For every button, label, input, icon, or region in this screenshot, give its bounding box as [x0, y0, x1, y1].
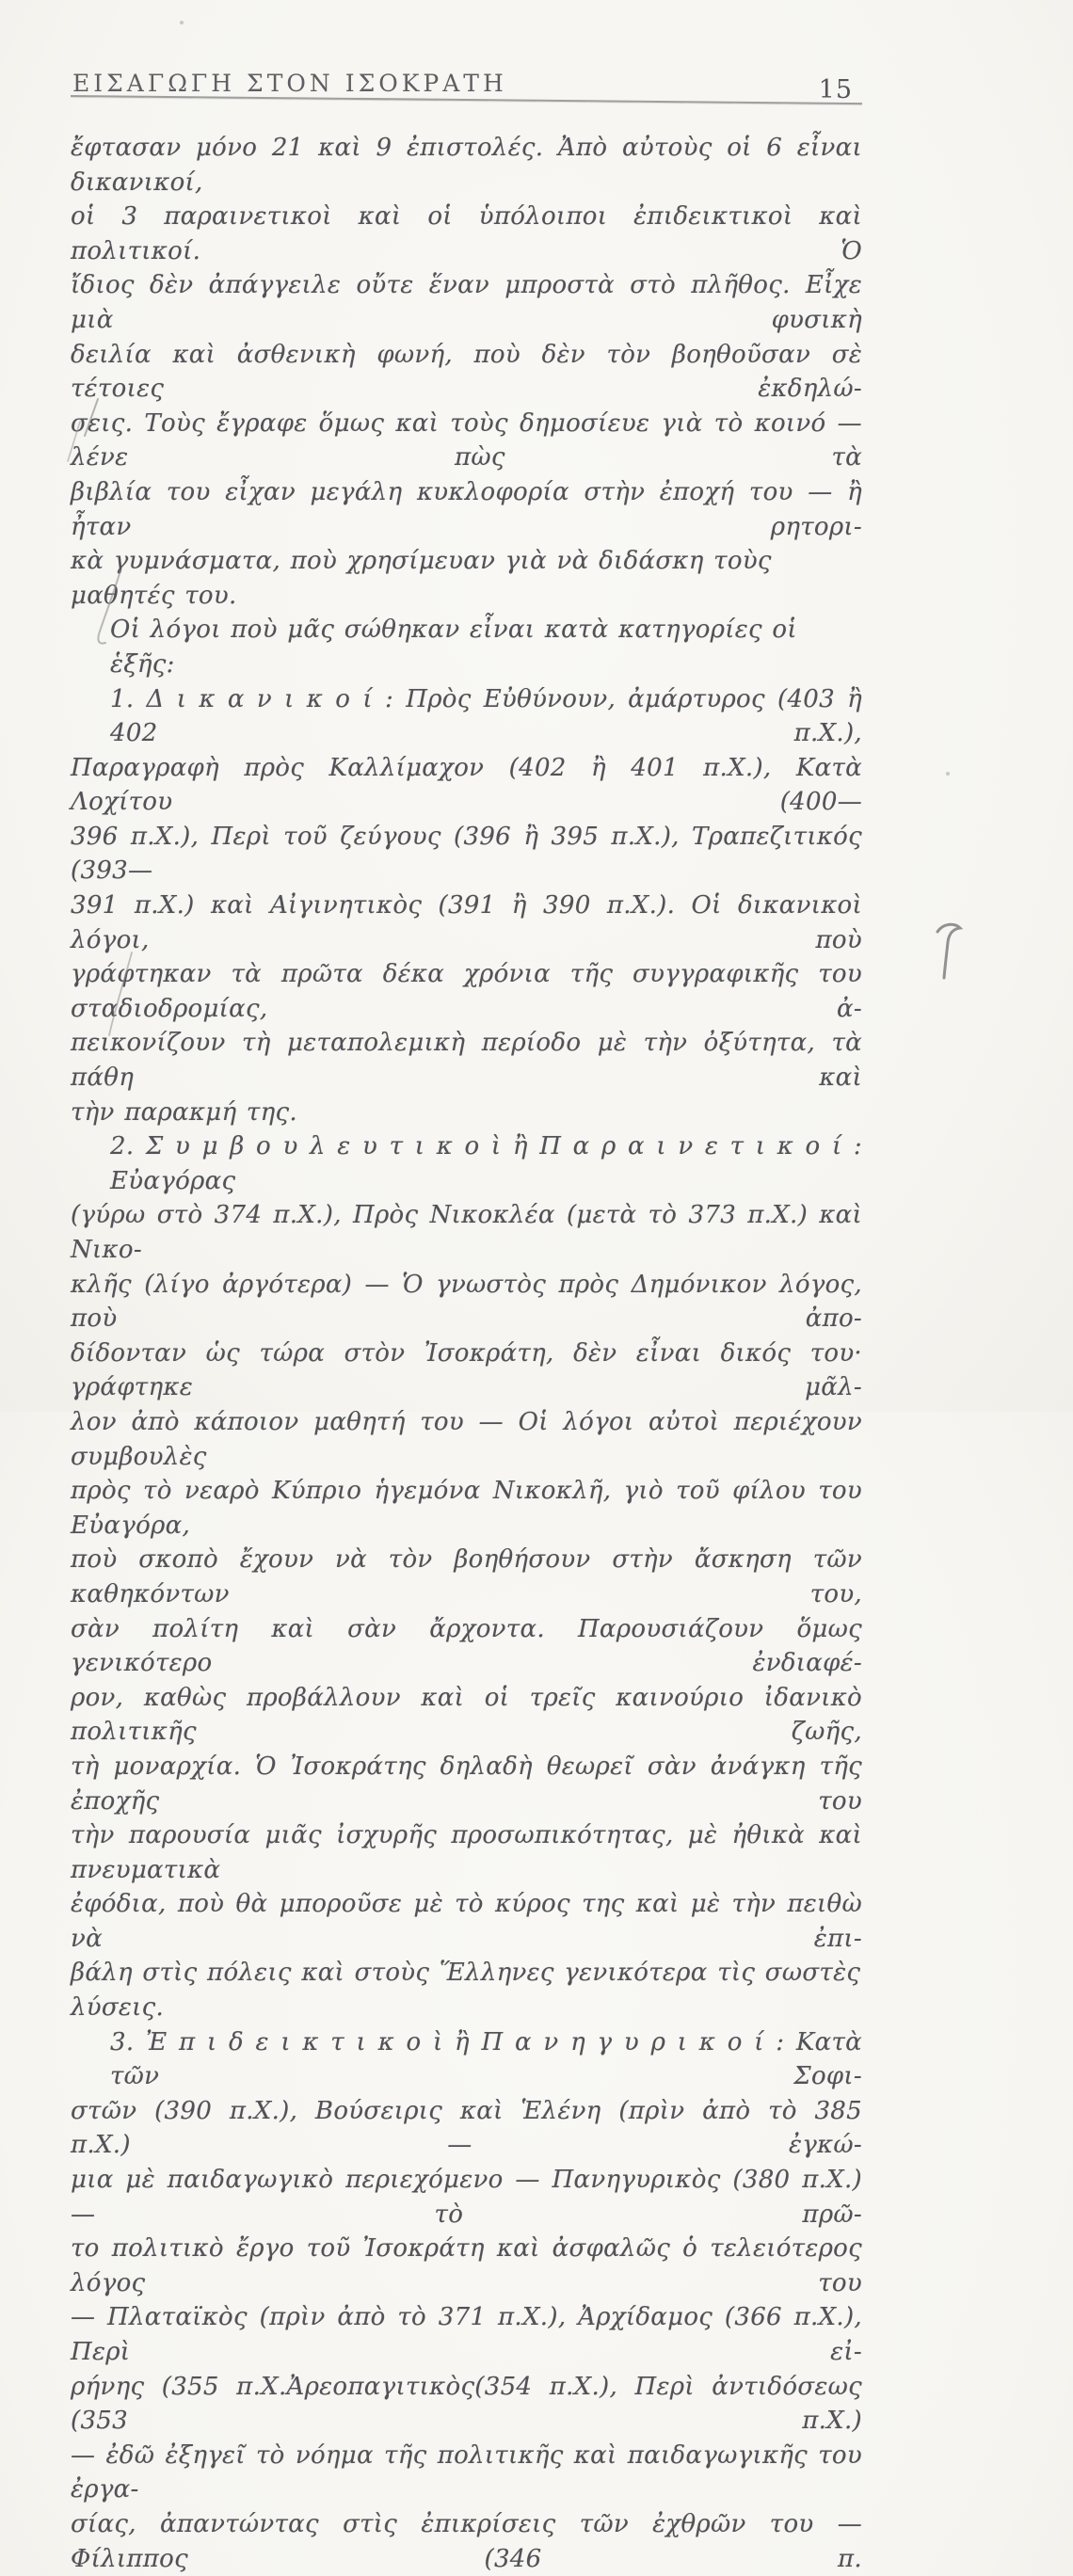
text-line: ἴδιος δὲν ἀπάγγειλε οὔτε ἕναν μπροστὰ στὸ πλῆθος. Εἶχε μιὰ φυσικὴ: [71, 271, 862, 334]
speck-mark: [180, 21, 184, 24]
text-line: κλῆς (λίγο ἀργότερα) — Ὁ γνωστὸς πρὸς Δημόνικον λόγος, ποὺ ἀπο-: [71, 1270, 862, 1334]
text-line: Οἱ λόγοι ποὺ μᾶς σώθηκαν εἶναι κατὰ κατηγορίες οἱ ἑξῆς:: [110, 616, 797, 679]
paragraph: [71, 613, 862, 681]
paragraph: [71, 1129, 862, 2024]
text-line: σεις. Τοὺς ἔγραφε ὅμως καὶ τοὺς δημοσίευε γιὰ τὸ κοινό — λένε πὼς τὰ: [71, 408, 862, 472]
body-text: [71, 131, 862, 2576]
text-line: ποὺ σκοπὸ ἔχουν νὰ τὸν βοηθήσουν στὴν ἄσκηση τῶν καθηκόντων του,: [71, 1545, 862, 1608]
paragraph: [71, 682, 862, 1130]
text-line: ἐφόδια, ποὺ θὰ μποροῦσε μὲ τὸ κύρος της καὶ μὲ τὴν πειθὼ νὰ ἐπι-: [71, 1890, 862, 1953]
text-line: 391 π.Χ.) καὶ Αἰγινητικὸς (391 ἢ 390 π.Χ.). Οἱ δικανικοὶ λόγοι, ποὺ: [71, 891, 862, 954]
text-line: το πολιτικὸ ἔργο τοῦ Ἰσοκράτη καὶ ἀσφαλῶς ὁ τελειότερος λόγος του: [71, 2234, 862, 2297]
header-title: ΕΙΣΑΓΩΓΗ ΣΤΟΝ ΙΣΟΚΡΑΤΗ: [72, 70, 507, 97]
text-line: ρήνης (355 π.Χ.Ἀρεοπαγιτικὸς(354 π.Χ.), Περὶ ἀντιδόσεως (353 π.Χ.): [71, 2372, 862, 2436]
text-line: πρὸς τὸ νεαρὸ Κύπριο ἡγεμόνα Νικοκλῆ, γιὸ τοῦ φίλου του Εὐαγόρα,: [71, 1477, 862, 1540]
text-line: κὰ γυμνάσματα, ποὺ χρησίμευαν γιὰ νὰ διδάσκη τοὺς μαθητές του.: [71, 547, 772, 610]
text-line: δίδονταν ὡς τώρα στὸν Ἰσοκράτη, δὲν εἶναι δικός του· γράφτηκε μᾶλ-: [71, 1338, 862, 1402]
text-line: σίας, ἀπαντώντας στὶς ἐπικρίσεις τῶν ἐχθρῶν του — Φίλιππος (346 π.: [71, 2509, 862, 2573]
text-line: (γύρω στὸ 374 π.Χ.), Πρὸς Νικοκλέα (μετὰ τὸ 373 π.Χ.) καὶ Νικο-: [71, 1201, 862, 1264]
text-line: πεικονίζουν τὴ μεταπολεμικὴ περίοδο μὲ τὴν ὀξύτητα, τὰ πάθη καὶ: [71, 1029, 862, 1093]
text-line: γράφτηκαν τὰ πρῶτα δέκα χρόνια τῆς συγγραφικῆς του σταδιοδρομίας, ἀ-: [71, 960, 862, 1023]
text-line: 3. Ἐ π ι δ ε ι κ τ ι κ ο ὶ ἢ Π α ν η γ υ ρ ι κ ο ί : Κατὰ τῶν Σοφι-: [110, 2027, 862, 2091]
text-line: δειλία καὶ ἀσθενικὴ φωνή, ποὺ δὲν τὸν βοηθοῦσαν σὲ τέτοιες ἐκδηλώ-: [71, 340, 862, 404]
text-line: 1. Δ ι κ α ν ι κ ο ί : Πρὸς Εὐθύνουν, ἀμάρτυρος (403 ἢ 402 π.Χ.),: [110, 684, 862, 748]
text-line: λον ἀπὸ κάποιον μαθητή του — Οἱ λόγοι αὐτοὶ περιέχουν συμβουλὲς: [71, 1407, 862, 1471]
text-line: τὴ μοναρχία. Ὁ Ἰσοκράτης δηλαδὴ θεωρεῖ σὰν ἀνάγκη τῆς ἐποχῆς του: [71, 1752, 862, 1816]
text-line: μια μὲ παιδαγωγικὸ περιεχόμενο — Πανηγυρικὸς (380 π.Χ.) — τὸ πρῶ-: [71, 2166, 862, 2229]
text-line: βάλη στὶς πόλεις καὶ στοὺς Ἕλληνες γενικότερα τὶς σωστὲς λύσεις.: [71, 1959, 861, 2023]
text-line: — Πλαταϊκὸς (πρὶν ἀπὸ τὸ 371 π.Χ.), Ἀρχίδαμος (366 π.Χ.), Περὶ εἰ-: [71, 2303, 862, 2366]
paragraph: [71, 2025, 862, 2576]
text-line: ρον, καθὼς προβάλλουν καὶ οἱ τρεῖς καινούριο ἰδανικὸ πολιτικῆς ζωῆς,: [71, 1683, 862, 1747]
text-line: ἔφτασαν μόνο 21 καὶ 9 ἐπιστολές. Ἀπὸ αὐτοὺς οἱ 6 εἶναι δικανικοί,: [71, 134, 862, 197]
dot-mark: [946, 772, 950, 776]
page-number: 15: [818, 75, 853, 104]
hook-mark: [937, 924, 960, 978]
text-line: — ἐδῶ ἐξηγεῖ τὸ νόημα τῆς πολιτικῆς καὶ παιδαγωγικῆς του ἐργα-: [71, 2440, 862, 2504]
paragraph: [71, 131, 862, 613]
text-line: 396 π.Χ.), Περὶ τοῦ ζεύγους (396 ἢ 395 π.Χ.), Τραπεζιτικός (393—: [71, 822, 862, 886]
text-line: στῶν (390 π.Χ.), Βούσειρις καὶ Ἑλένη (πρὶν ἀπὸ τὸ 385 π.Χ.) — ἐγκώ-: [71, 2096, 862, 2160]
text-line: τὴν παρακμή της.: [71, 1097, 297, 1127]
text-line: οἱ 3 παραινετικοὶ καὶ οἱ ὑπόλοιποι ἐπιδεικτικοὶ καὶ πολιτικοί. Ὁ: [71, 202, 862, 265]
text-line: σὰν πολίτη καὶ σὰν ἄρχοντα. Παρουσιάζουν ὅμως γενικότερο ἐνδιαφέ-: [71, 1614, 862, 1678]
text-line: Παραγραφὴ πρὸς Καλλίμαχον (402 ἢ 401 π.Χ.), Κατὰ Λοχίτου (400—: [71, 753, 862, 817]
text-line: βιβλία του εἶχαν μεγάλη κυκλοφορία στὴν ἐποχή του — ἢ ἦταν ρητορι-: [71, 477, 862, 541]
text-line: τὴν παρουσία μιᾶς ἰσχυρῆς προσωπικότητας, μὲ ἠθικὰ καὶ πνευματικὰ: [71, 1821, 862, 1884]
text-line: 2. Σ υ μ β ο υ λ ε υ τ ι κ ο ὶ ἢ Π α ρ α ι ν ε τ ι κ ο ί : Εὐαγόρας: [110, 1132, 862, 1195]
